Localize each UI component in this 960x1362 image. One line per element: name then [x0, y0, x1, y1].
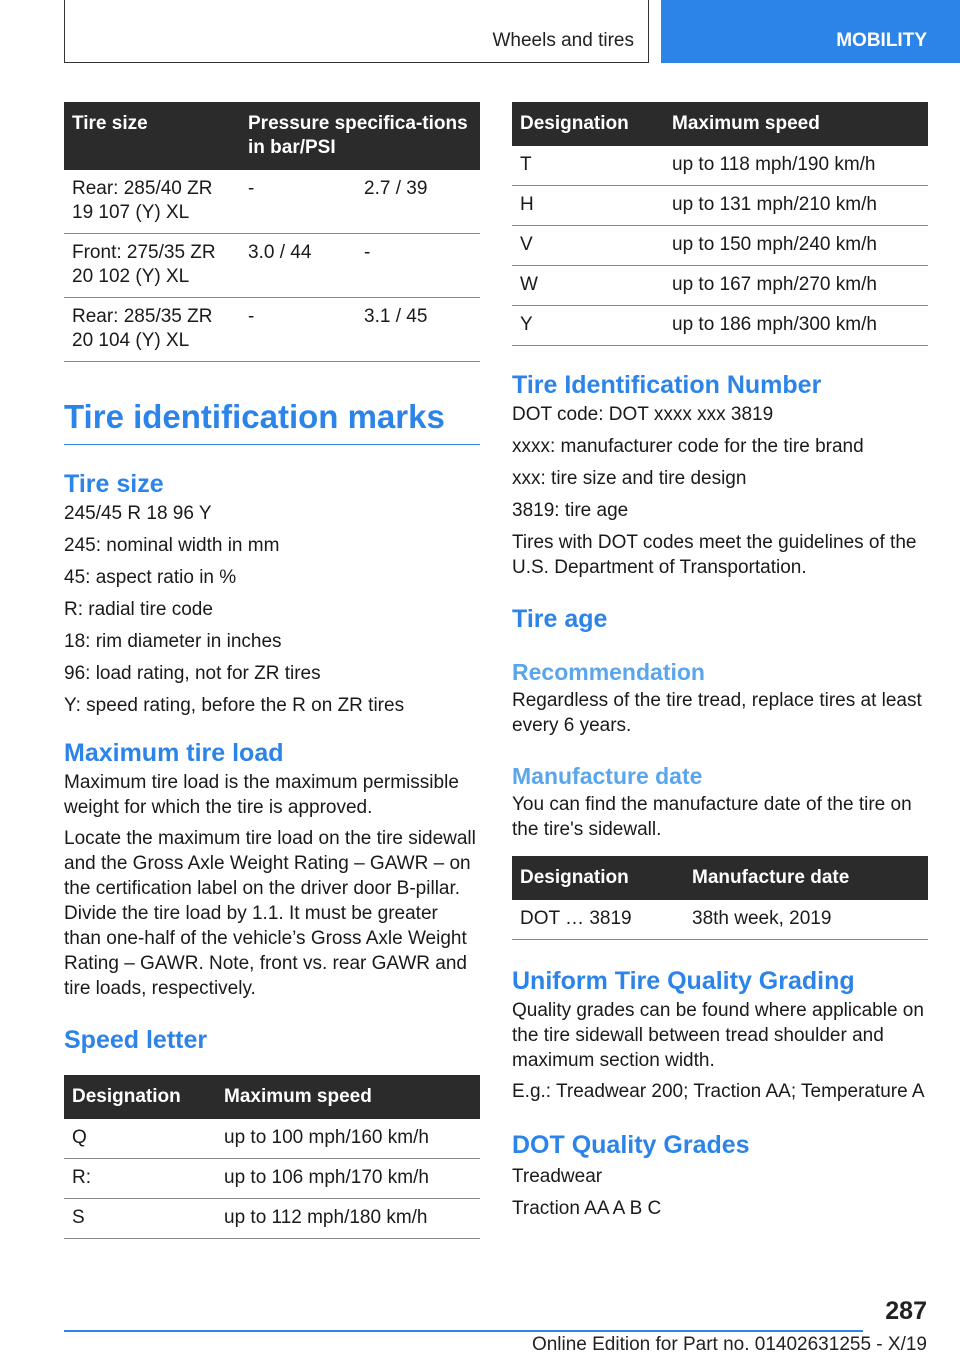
- table-cell: Rear: 285/35 ZR 20 104 (Y) XL: [64, 298, 240, 362]
- table-row: [512, 186, 928, 226]
- table-row: [64, 234, 480, 298]
- table-cell: 3.1 / 45: [356, 298, 480, 362]
- text-line: R: radial tire code: [64, 599, 213, 620]
- manufacture-date-table: [512, 856, 928, 940]
- table-cell: W: [512, 266, 664, 306]
- table-header: Designation: [512, 102, 664, 146]
- table-row: [512, 146, 928, 186]
- table-header: Designation: [64, 1075, 216, 1119]
- tin-lines: [512, 402, 928, 580]
- table-cell: up to 186 mph/300 km/h: [664, 306, 928, 346]
- page-number: 287: [885, 1297, 927, 1325]
- table-cell: R:: [64, 1159, 216, 1199]
- header-section-box: [64, 0, 649, 63]
- table-row: [64, 1119, 480, 1159]
- minor-heading: Recommendation: [512, 659, 705, 685]
- table-row: [64, 1199, 480, 1239]
- table-cell: Q: [64, 1119, 216, 1159]
- paragraph: E.g.: Treadwear 200; Traction AA; Temperature A: [512, 1081, 925, 1102]
- subsection-title: Maximum tire load: [64, 739, 284, 767]
- tire-pressure-table: [64, 102, 480, 362]
- table-cell: up to 106 mph/170 km/h: [216, 1159, 480, 1199]
- table-cell: H: [512, 186, 664, 226]
- text-line: 18: rim diameter in inches: [64, 631, 282, 652]
- table-cell: V: [512, 226, 664, 266]
- table-cell: S: [64, 1199, 216, 1239]
- table-row: [512, 226, 928, 266]
- text-line: 96: load rating, not for ZR tires: [64, 663, 321, 684]
- paragraph: Regardless of the tire tread, replace tires at least every 6 years.: [512, 690, 922, 736]
- subsection-title: Tire Identification Number: [512, 371, 822, 399]
- table-cell: Front: 275/35 ZR 20 102 (Y) XL: [64, 234, 240, 298]
- table-row: [64, 170, 480, 234]
- paragraph: Quality grades can be found where applicable on the tire sidewall between tread shoulder and maximum section width.: [512, 1000, 924, 1071]
- table-cell: up to 118 mph/190 km/h: [664, 146, 928, 186]
- table-header: Designation: [512, 856, 684, 900]
- header-chapter-title: MOBILITY: [836, 30, 927, 51]
- table-header: Manufacture date: [684, 856, 928, 900]
- text-line: 245/45 R 18 96 Y: [64, 503, 212, 524]
- table-cell: T: [512, 146, 664, 186]
- footer-edition: Online Edition for Part no. 01402631255 - X/19: [531, 1334, 927, 1355]
- subsection-title: Uniform Tire Quality Grading: [512, 967, 855, 995]
- subsection-title: DOT Quality Grades: [512, 1131, 750, 1159]
- table-header: Maximum speed: [216, 1075, 480, 1119]
- section-title: Tire identification marks: [64, 398, 480, 445]
- table-cell: -: [240, 170, 356, 234]
- left-column: [64, 102, 480, 1239]
- table-cell: up to 112 mph/180 km/h: [216, 1199, 480, 1239]
- table-header: Maximum speed: [664, 102, 928, 146]
- paragraph: Maximum tire load is the maximum permissible weight for which the tire is approved.: [64, 772, 459, 818]
- table-cell: up to 150 mph/240 km/h: [664, 226, 928, 266]
- table-cell: Rear: 285/40 ZR 19 107 (Y) XL: [64, 170, 240, 234]
- table-row: [512, 266, 928, 306]
- table-cell: 3.0 / 44: [240, 234, 356, 298]
- text-line: 3819: tire age: [512, 500, 629, 521]
- text-line: xxxx: manufacturer code for the tire brand: [512, 436, 864, 457]
- text-line: Traction AA A B C: [512, 1198, 662, 1219]
- table-cell: 38th week, 2019: [684, 900, 928, 940]
- subsection-title: Tire size: [64, 470, 164, 498]
- table-cell: up to 167 mph/270 km/h: [664, 266, 928, 306]
- subsection-title: Tire age: [512, 605, 608, 633]
- header-section-title: Wheels and tires: [492, 30, 634, 51]
- table-cell: 2.7 / 39: [356, 170, 480, 234]
- table-cell: up to 131 mph/210 km/h: [664, 186, 928, 226]
- right-column: [512, 102, 928, 1221]
- text-line: Tires with DOT codes meet the guidelines of the U.S. Department of Transportation.: [512, 532, 917, 578]
- subsection-title: Speed letter: [64, 1026, 208, 1054]
- speed-letter-table-left: [64, 1075, 480, 1239]
- footer-divider: [64, 1330, 863, 1332]
- table-cell: -: [356, 234, 480, 298]
- table-cell: -: [240, 298, 356, 362]
- text-line: 245: nominal width in mm: [64, 535, 280, 556]
- table-cell: up to 100 mph/160 km/h: [216, 1119, 480, 1159]
- table-row: [512, 306, 928, 346]
- table-cell: DOT … 3819: [512, 900, 684, 940]
- paragraph: Locate the maximum tire load on the tire sidewall and the Gross Axle Weight Rating – GAWR – on the certification label on the driver door B-pillar. Divide the tire load by 1.1. It must be greater than one-half of the vehicle’s Gross Axle Weight Rating – GAWR. Note, front vs. rear GAWR and tire loads, respectively.: [64, 828, 476, 999]
- speed-letter-table-right: [512, 102, 928, 346]
- table-row: [64, 1159, 480, 1199]
- table-cell: Y: [512, 306, 664, 346]
- table-header: Pressure specifica-tions in bar/PSI: [240, 102, 480, 170]
- table-row: [512, 900, 928, 940]
- table-header: Tire size: [64, 102, 240, 170]
- table-row: [64, 298, 480, 362]
- text-line: DOT code: DOT xxxx xxx 3819: [512, 404, 774, 425]
- paragraph: You can find the manufacture date of the tire on the tire's sidewall.: [512, 794, 912, 840]
- text-line: xxx: tire size and tire design: [512, 468, 747, 489]
- tire-size-lines: [64, 501, 480, 718]
- text-line: Treadwear: [512, 1166, 603, 1187]
- text-line: Y: speed rating, before the R on ZR tires: [64, 695, 405, 716]
- minor-heading: Manufacture date: [512, 763, 703, 789]
- text-line: 45: aspect ratio in %: [64, 567, 237, 588]
- header-chapter-tab: [661, 0, 960, 63]
